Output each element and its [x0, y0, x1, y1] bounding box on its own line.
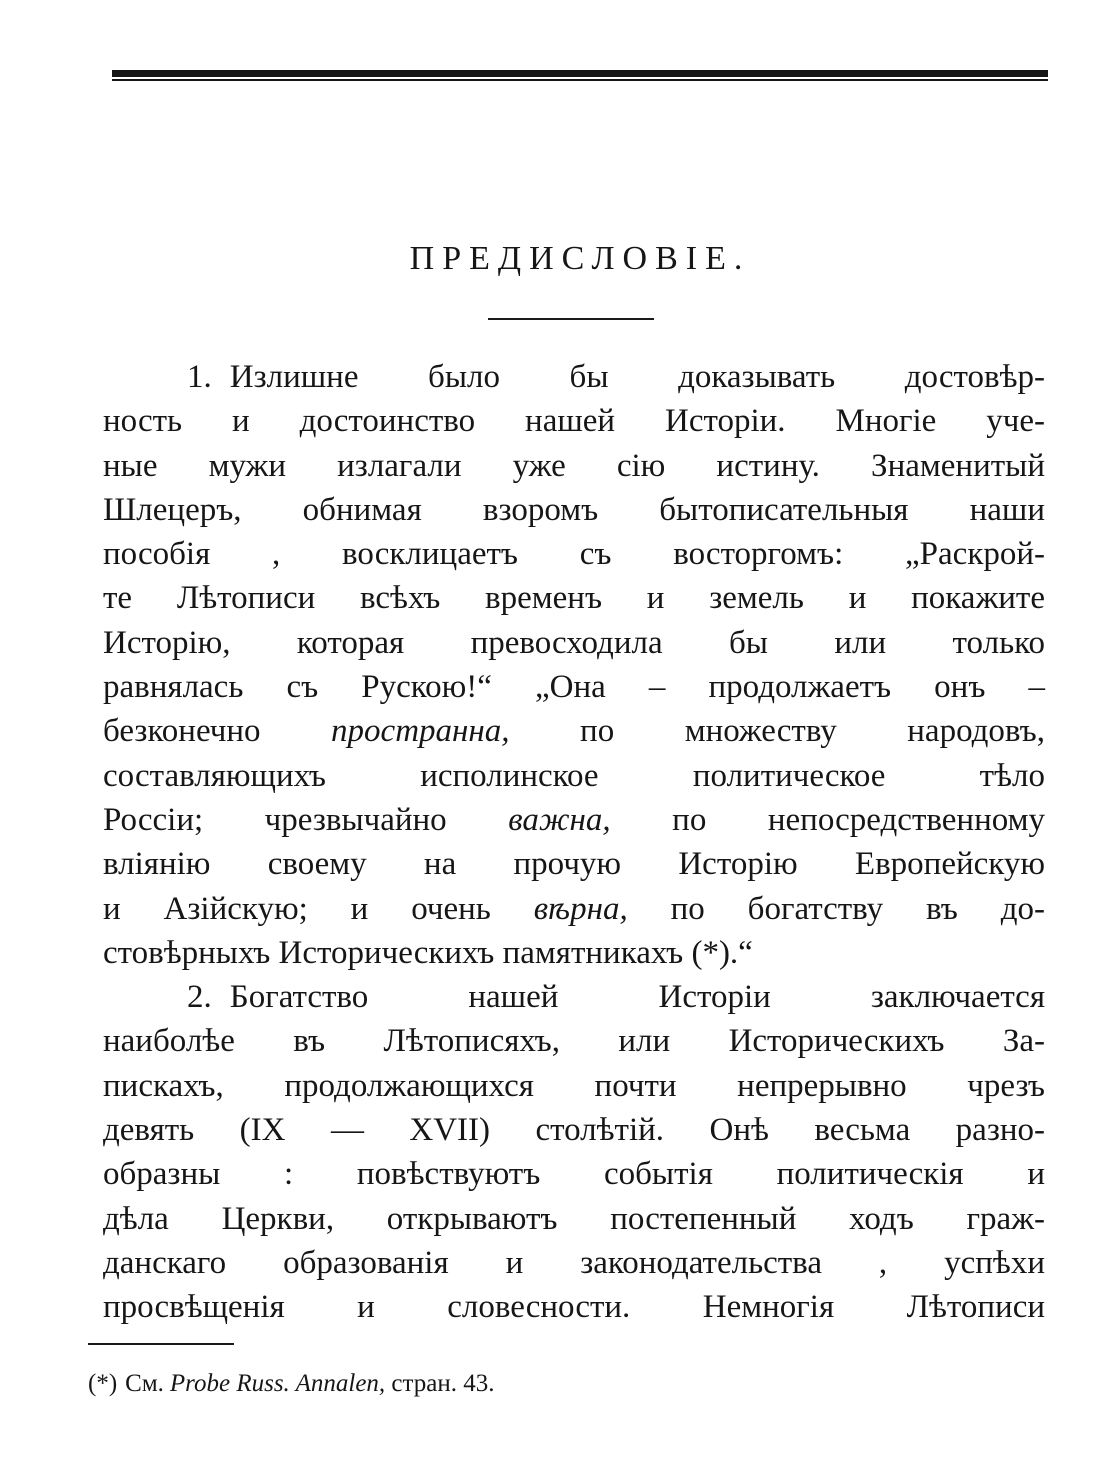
text-line: 2. Богатство нашей Исторіи заключается: [187, 979, 1045, 1016]
text-line: составляющихъ исполинское политическое тѣло: [103, 757, 1045, 794]
footnote-abbr: См.: [125, 1370, 164, 1397]
title-rule: [488, 318, 654, 320]
footnote-rule: [88, 1343, 234, 1345]
page-title: ПРЕДИСЛОВІЕ.: [409, 240, 751, 277]
text-line: пособія , восклицаетъ съ восторгомъ: „Раскрой-: [103, 536, 1045, 573]
footnote-source: Probe Russ. Annalen,: [169, 1370, 386, 1397]
italic-word: важна,: [508, 801, 611, 838]
text-line: 1. Излишне было бы доказывать достовѣр-: [187, 359, 1045, 395]
text-line: дѣла Церкви, открываютъ постепенный ходъ граж-: [103, 1200, 1045, 1237]
footnote: [88, 1368, 494, 1400]
text-line: Шлецеръ, обнимая взоромъ бытописательныя наши: [103, 491, 1045, 528]
text-line: пискахъ, продолжающихся почти непрерывно чрезъ: [103, 1067, 1045, 1104]
text-line: Россіи; чрезвычайно важна, по непосредственному: [103, 801, 1045, 838]
footnote-marker: (*): [88, 1370, 118, 1397]
text-line: равнялась съ Рускою!“ „Она – продолжаетъ онъ –: [103, 669, 1045, 706]
paragraph-number: 2.: [187, 979, 212, 1016]
text-line: стовѣрныхъ Историческихъ памятникахъ (*).“: [103, 934, 753, 971]
text-line: вліянію своему на прочую Исторію Европейскую: [103, 846, 1045, 883]
footnote-page: стран. 43.: [391, 1370, 495, 1397]
text-line: просвѣщенія и словесности. Немногія Лѣтописи: [103, 1289, 1045, 1326]
text-line: ность и достоинство нашей Исторіи. Многіе уче-: [103, 403, 1045, 440]
text-line: девять (IX — XVII) столѣтій. Онѣ весьма разно-: [103, 1112, 1045, 1149]
text-line: те Лѣтописи всѣхъ временъ и земель и покажите: [103, 580, 1045, 617]
text-line: Исторію, которая превосходила бы или только: [103, 624, 1045, 661]
text-line: данскаго образованія и законодательства , успѣхи: [103, 1244, 1045, 1281]
text-line: и Азійскую; и очень вѣрна, по богатству въ до-: [103, 890, 1046, 927]
header-rule: [112, 70, 1048, 79]
text-line: наиболѣе въ Лѣтописяхъ, или Историческихъ За-: [103, 1023, 1045, 1060]
text-line: безконечно пространна, по множеству народовъ,: [103, 713, 1045, 750]
italic-word: вѣрна,: [533, 890, 628, 927]
italic-word: пространна,: [331, 713, 510, 750]
paragraph-number: 1.: [187, 359, 212, 395]
text-line: образны : повѣствуютъ событія политическія и: [103, 1156, 1045, 1193]
body-text: [103, 355, 1045, 1330]
text-line: ные мужи излагали уже сію истину. Знаменитый: [103, 447, 1045, 484]
